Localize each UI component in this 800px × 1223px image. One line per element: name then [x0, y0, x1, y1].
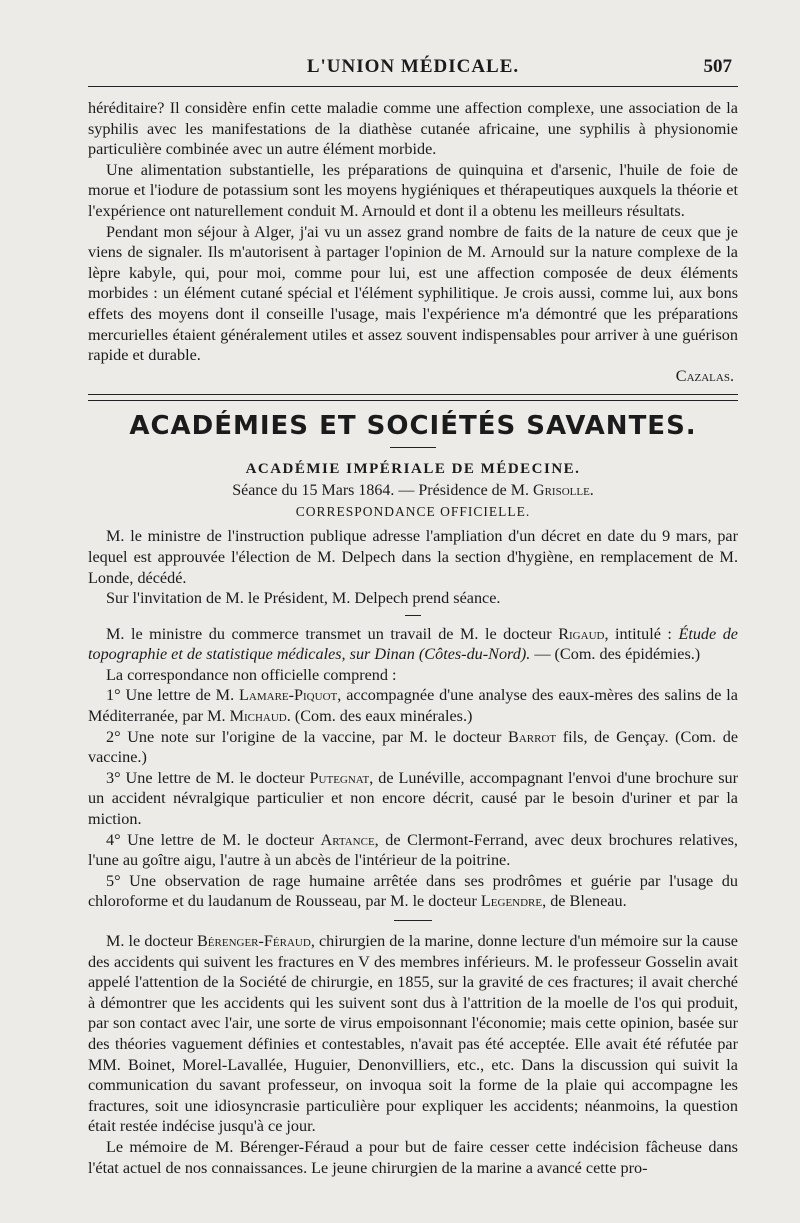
- official-paragraph-3: [88, 624, 738, 665]
- author-name: Bérenger-Féraud: [197, 932, 311, 950]
- author-name: Barrot: [508, 727, 557, 746]
- intro-paragraph-1: héréditaire? Il considère enfin cette maladie comme une affection complexe, une association de la syphilis avec les manifestations de la diathèse cutanée africaine, une syphilis à physionomie particulière combinée avec un autre élément morbide.: [88, 99, 738, 159]
- session-line: [88, 480, 738, 502]
- unofficial-item-5: [88, 871, 738, 912]
- text-run: 3° Une lettre de M. le docteur: [106, 768, 310, 787]
- session-end: .: [589, 482, 594, 500]
- text-run: , de Lunéville, accompagnant l'envoi d'une brochure sur un accident névralgique particulier et non encore décrit, causé par le besoin d'uriner et par la miction.: [88, 768, 738, 829]
- text-run: , de Clermont-Ferrand, avec deux brochures relatives, l'une au goître aigu, l'autre à un abcès de l'intérieur de la poitrine.: [88, 830, 738, 870]
- separator-rule: [394, 920, 432, 921]
- author-name: Putegnat: [309, 768, 370, 787]
- text-run: M. le ministre du commerce transmet un travail de M. le docteur: [106, 624, 559, 643]
- text-run: 2° Une note sur l'origine de la vaccine, par M. le docteur: [106, 727, 509, 746]
- title-rule: [390, 447, 436, 448]
- session-date: Séance du 15 Mars 1864. — Présidence de M.: [232, 482, 534, 500]
- intro-paragraph-3: Pendant mon séjour à Alger, j'ai vu un assez grand nombre de faits de la nature de ceux que je viens de signaler. Ils m'autorisent à partager l'opinion de M. Arnould sur la nature complexe de la lèpre kabyle, qui, pour moi, comme pour lui, est une affection composée de deux éléments morbides : un élément cutané spécial et l'élément syphilitique. Je crois aussi, comme lui, aux bons effets des moyens dont il conseille l'usage, mais l'expérience m'a démontré que les préparations mercurielles étaient généralement utiles et assez souvent indispensables pour arriver à une guérison rapide et durable.: [88, 222, 738, 365]
- page-number: 507: [703, 56, 732, 77]
- author-name: Artance: [320, 830, 375, 849]
- unofficial-item-1: [88, 685, 738, 726]
- author-signature: Cazalas.: [675, 366, 734, 385]
- reading-paragraph-1: [88, 931, 738, 1137]
- correspondence-heading: CORRESPONDANCE OFFICIELLE.: [295, 504, 531, 520]
- official-paragraph-2: Sur l'invitation de M. le Président, M. Delpech prend séance.: [106, 589, 501, 608]
- text-run: . (Com. des eaux minérales.): [286, 707, 473, 726]
- author-name: Rigaud: [558, 624, 605, 643]
- text-run: 5° Une observation de rage humaine arrêtée dans ses prodrômes et guérie par l'usage du chloroforme et du laudanum de Rousseau, par M. le docteur: [88, 871, 738, 911]
- section-title: ACADÉMIES ET SOCIÉTÉS SAVANTES.: [129, 411, 697, 442]
- work-title: Étude de topographie et de statistique médicales, sur Dinan (Côtes-du-Nord).: [88, 624, 738, 664]
- author-name: Lamare-Piquot: [239, 686, 338, 705]
- reading-paragraph-2: Le mémoire de M. Bérenger-Féraud a pour but de faire cesser cette indécision fâcheuse dans l'état actuel de nos connaissances. Le jeune chirurgien de la marine a avancé cette pro-: [88, 1137, 738, 1177]
- page-body: [88, 98, 738, 1178]
- intro-paragraph-2: Une alimentation substantielle, les préparations de quinquina et d'arsenic, l'huile de foie de morue et l'iodure de potassium sont les moyens hygiéniques et thérapeutiques auxquels la théorie et l'expérience ont naturellement conduit M. Arnould et dont il a obtenu les meilleurs résultats.: [88, 160, 738, 220]
- unofficial-item-2: [88, 727, 738, 768]
- text-run: M. le docteur: [106, 932, 197, 950]
- unofficial-intro: La correspondance non officielle comprend :: [106, 665, 397, 684]
- separator-dash: [405, 615, 421, 616]
- page-header: [88, 56, 738, 84]
- unofficial-item-4: [88, 830, 738, 871]
- section-divider: [88, 394, 738, 401]
- author-name: Legendre: [480, 892, 543, 911]
- academy-heading: ACADÉMIE IMPÉRIALE DE MÉDECINE.: [245, 461, 581, 478]
- header-rule: [88, 86, 738, 87]
- unofficial-item-3: [88, 768, 738, 830]
- text-run: fils, de Gençay. (Com. de vaccine.): [88, 727, 738, 767]
- author-name: Michaud: [229, 707, 287, 726]
- session-president: Grisolle: [533, 482, 590, 500]
- text-run: , de Bleneau.: [542, 892, 627, 911]
- running-title: L'UNION MÉDICALE.: [306, 56, 520, 77]
- official-paragraph-1: M. le ministre de l'instruction publique adresse l'ampliation d'un décret en date du 9 mars, par lequel est approuvée l'élection de M. Delpech dans la section d'hygiène, en remplacement de M. Londe, décédé.: [88, 527, 738, 587]
- text-run: 4° Une lettre de M. le docteur: [106, 830, 321, 849]
- text-run: , accompagnée d'une analyse des eaux-mères des salins de la Méditerranée, par M.: [88, 686, 738, 726]
- text-run: 1° Une lettre de M.: [106, 686, 240, 705]
- text-run: , intitulé :: [604, 624, 679, 643]
- text-run: — (Com. des épidémies.): [530, 645, 701, 664]
- text-run: , chirurgien de la marine, donne lecture d'un mémoire sur la cause des accidents qui suivent les fractures en V des membres inférieurs. M. le professeur Gosselin avait appelé l'attention de la Société de chirurgie, en 1855, sur la gravité de ces fractures; il avait cherché à démontrer que les accidents qui les suivent sont dus à l'attrition de la moelle de l'os qui produit, par son contact avec l'air, une sorte de virus empoisonnant l'économie; mais cette opinion, basée sur des théories vaguement définies et contestables, n'avait pas été acceptée. Elle avait été réfutée par MM. Boinet, Morel-Lavallée, Huguier, Denonvilliers, etc., etc. Dans la discussion qui suivit la communication du savant professeur, on invoqua soit la forme de la plaie qui accompagne les fractures, soit une idiosyncrasie particulière pour expliquer les accidents; néanmoins, la question était restée indécise jusqu'à ce jour.: [88, 932, 738, 1136]
